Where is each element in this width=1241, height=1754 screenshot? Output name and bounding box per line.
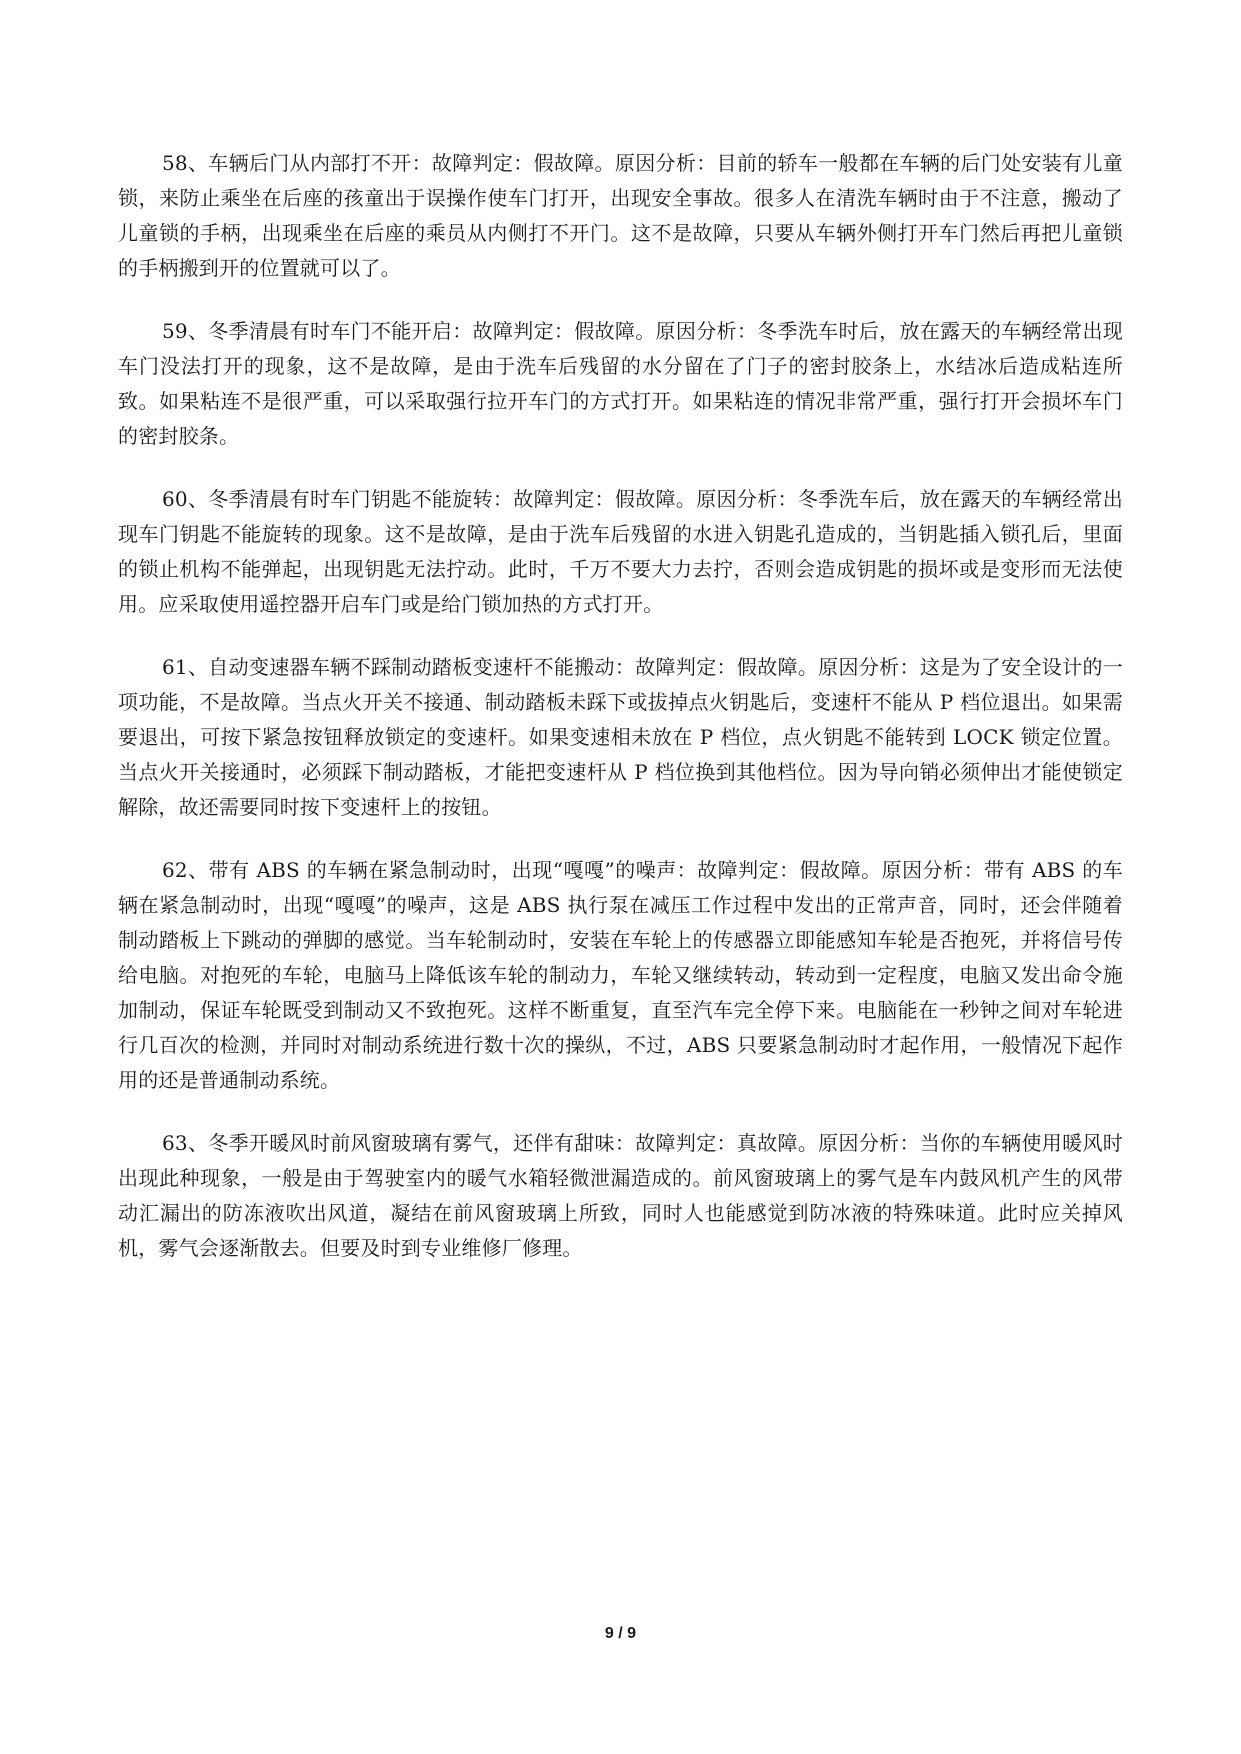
paragraph-62: 62、带有 ABS 的车辆在紧急制动时，出现“嘎嘎”的噪声：故障判定：假故障。原因分析：带有 ABS 的车辆在紧急制动时，出现“嘎嘎”的噪声，这是 ABS 执行泵在减压工作过程中发出的正常声音，同时，还会伴随着制动踏板上下跳动的弹脚的感觉。当车轮制动时，安装在车轮上的传感器立即能感知车轮是否抱死，并将信号传给电脑。对抱死的车轮，电脑马上降低该车轮的制动力，车轮又继续转动，转动到一定程度，电脑又发出命令施加制动，保证车轮既受到制动又不致抱死。这样不断重复，直至汽车完全停下来。电脑能在一秒钟之间对车轮进行几百次的检测，并同时对制动系统进行数十次的操纵，不过，ABS 只要紧急制动时才起作用，一般情况下起作用的还是普通制动系统。 xyxy=(118,858,1123,1092)
document-body xyxy=(118,146,1123,1294)
page-number: 9 / 9 xyxy=(604,1625,637,1642)
paragraph-59: 59、冬季清晨有时车门不能开启：故障判定：假故障。原因分析：冬季洗车时后，放在露天的车辆经常出现车门没法打开的现象，这不是故障，是由于洗车后残留的水分留在了门子的密封胶条上，水结冰后造成粘连所致。如果粘连不是很严重，可以采取强行拉开车门的方式打开。如果粘连的情况非常严重，强行打开会损坏车门的密封胶条。 xyxy=(118,319,1123,448)
paragraph-58: 58、车辆后门从内部打不开：故障判定：假故障。原因分析：目前的轿车一般都在车辆的后门处安装有儿童锁，来防止乘坐在后座的孩童出于误操作使车门打开，出现安全事故。很多人在清洗车辆时由于不注意，搬动了儿童锁的手柄，出现乘坐在后座的乘员从内侧打不开门。这不是故障，只要从车辆外侧打开车门然后再把儿童锁的手柄搬到开的位置就可以了。 xyxy=(118,151,1123,280)
paragraph-60: 60、冬季清晨有时车门钥匙不能旋转：故障判定：假故障。原因分析：冬季洗车后，放在露天的车辆经常出现车门钥匙不能旋转的现象。这不是故障，是由于洗车后残留的水进入钥匙孔造成的，当钥匙插入锁孔后，里面的锁止机构不能弹起，出现钥匙无法拧动。此时，千万不要大力去拧，否则会造成钥匙的损坏或是变形而无法使用。应采取使用遥控器开启车门或是给门锁加热的方式打开。 xyxy=(118,487,1123,616)
paragraph-61: 61、自动变速器车辆不踩制动踏板变速杆不能搬动：故障判定：假故障。原因分析：这是为了安全设计的一项功能，不是故障。当点火开关不接通、制动踏板未踩下或拔掉点火钥匙后，变速杆不能从 P 档位退出。如果需要退出，可按下紧急按钮释放锁定的变速杆。如果变速相未放在 P 档位，点火钥匙不能转到 LOCK 锁定位置。当点火开关接通时，必须踩下制动踏板，才能把变速杆从 P 档位换到其他档位。因为导向销必须伸出才能使锁定解除，故还需要同时按下变速杆上的按钮。 xyxy=(118,655,1123,819)
paragraph-63: 63、冬季开暖风时前风窗玻璃有雾气，还伴有甜味：故障判定：真故障。原因分析：当你的车辆使用暖风时出现此种现象，一般是由于驾驶室内的暖气水箱轻微泄漏造成的。前风窗玻璃上的雾气是车内鼓风机产生的风带动汇漏出的防冻液吹出风道，凝结在前风窗玻璃上所致，同时人也能感觉到防冰液的特殊味道。此时应关掉风机，雾气会逐渐散去。但要及时到专业维修厂修理。 xyxy=(118,1131,1123,1260)
